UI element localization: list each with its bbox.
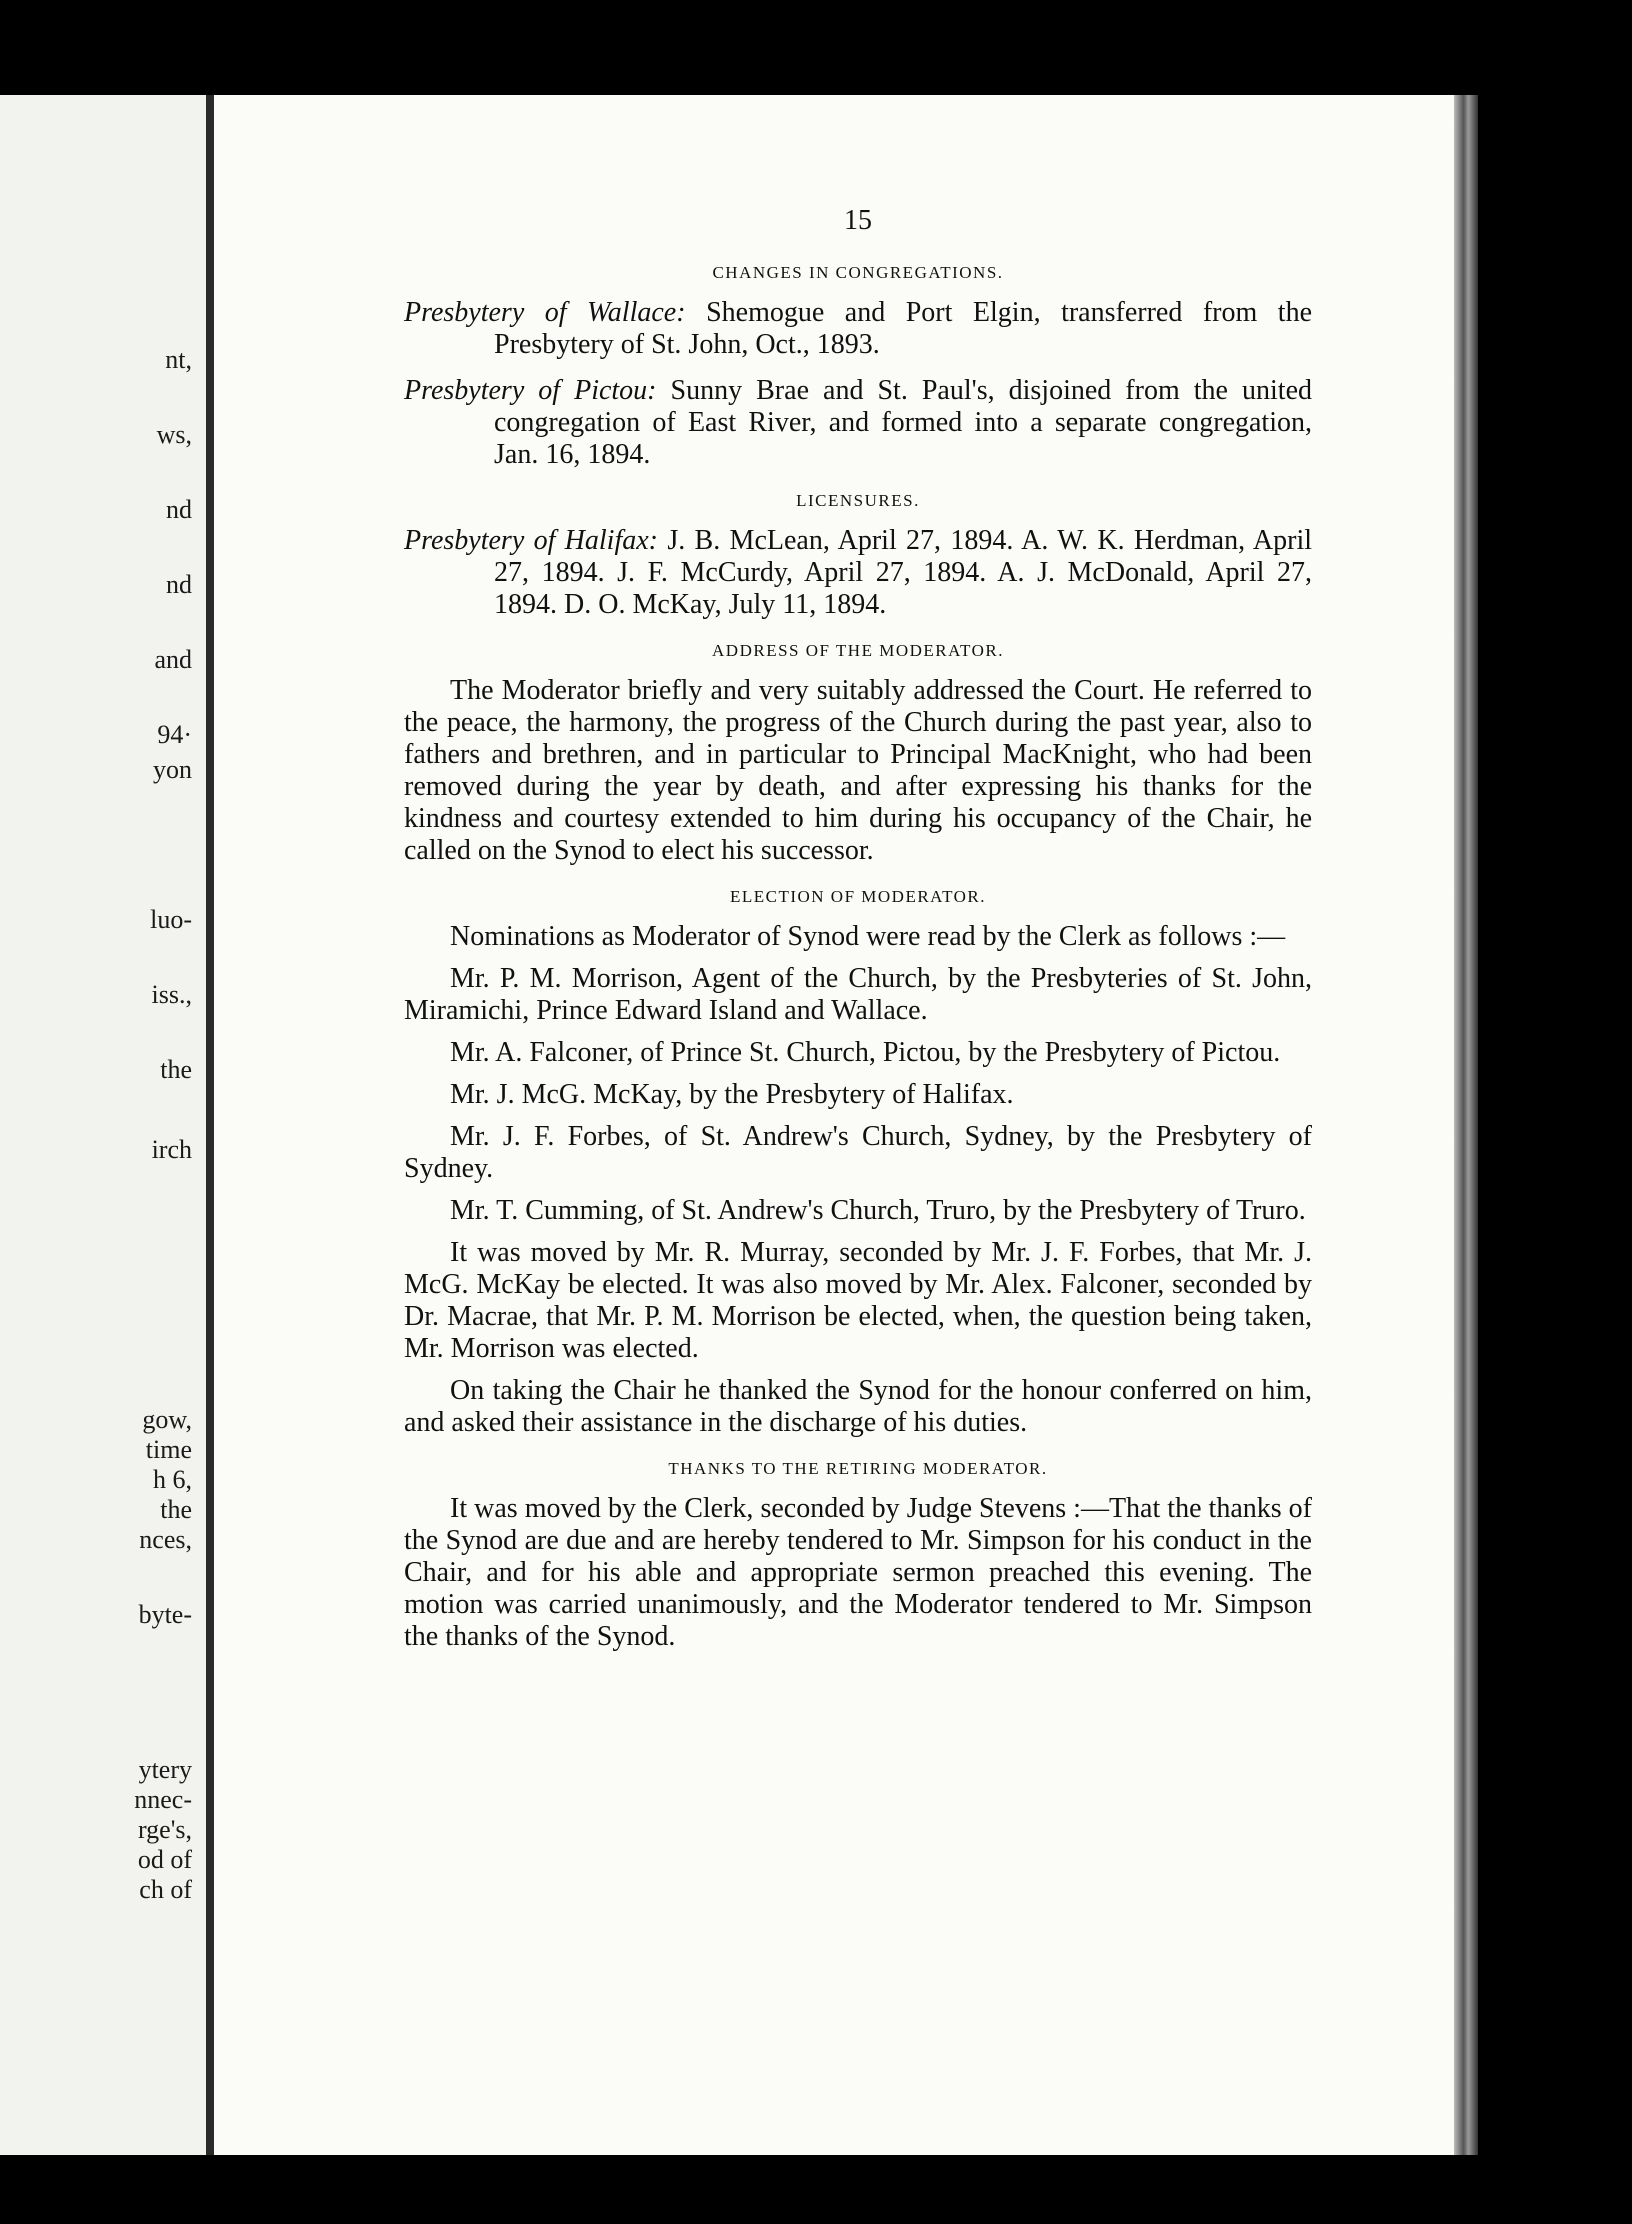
section-heading-thanks: THANKS TO THE RETIRING MODERATOR. bbox=[668, 1459, 1048, 1478]
facing-fragment: time bbox=[145, 1435, 192, 1464]
presbytery-label: Presbytery of Wallace: bbox=[404, 297, 686, 328]
facing-fragment: nd bbox=[166, 570, 192, 599]
section-heading-licensures: LICENSURES. bbox=[796, 491, 920, 510]
facing-fragment: od of bbox=[137, 1845, 192, 1874]
book-gutter bbox=[206, 95, 214, 2155]
address-paragraph: The Moderator briefly and very suitably addressed the Court. He referred to the peace, the harmony, the progress of the Church during the past year, also to fathers and brethren, and in particular to Principal MacKnight, who had been removed during the year by death, and after expressing his thanks for the kindness and courtesy extended to him during his occupancy of the Chair, he called on the Synod to elect his successor. bbox=[404, 675, 1312, 866]
facing-fragment: ytery bbox=[138, 1755, 192, 1784]
facing-fragment: the bbox=[160, 1055, 192, 1084]
facing-fragment: iss., bbox=[151, 980, 192, 1009]
facing-fragment: h 6, bbox=[153, 1465, 192, 1494]
section-heading-election: ELECTION OF MODERATOR. bbox=[729, 887, 987, 906]
nomination-mckay: Mr. J. McG. McKay, by the Presbytery of Halifax. bbox=[450, 1079, 1014, 1110]
nomination-forbes: Mr. J. F. Forbes, of St. Andrew's Church, Sydney, by the Presbytery of Sydney. bbox=[404, 1121, 1312, 1184]
document-page bbox=[214, 95, 1454, 2155]
facing-fragment: gow, bbox=[142, 1405, 192, 1434]
facing-fragment: rge's, bbox=[137, 1815, 192, 1844]
election-paragraph: Nominations as Moderator of Synod were read by the Clerk as follows :— bbox=[450, 921, 1286, 952]
election-motion: It was moved by Mr. R. Murray, seconded by Mr. J. F. Forbes, that Mr. J. McG. McKay be elected. It was also moved by Mr. Alex. Falconer, seconded by Dr. Macrae, that Mr. P. M. Morrison be elected, when, the question being taken, Mr. Morrison was elected. bbox=[404, 1237, 1312, 1364]
facing-fragment: ws, bbox=[156, 420, 192, 449]
entry-text: J. B. McLean, April 27, 1894. A. W. K. Herdman, April 27, 1894. J. F. McCurdy, April 27, 1894. A. J. McDonald, April 27, 1894. D. O. McKay, July 11, 1894. bbox=[494, 525, 1312, 620]
entry-text: Shemogue and Port Elgin, transferred from the Presbytery of St. John, Oct., 1893. bbox=[494, 297, 1312, 360]
facing-fragment: nces, bbox=[139, 1525, 192, 1554]
facing-page bbox=[0, 95, 206, 2155]
nomination-morrison: Mr. P. M. Morrison, Agent of the Church, by the Presbyteries of St. John, Miramichi, Prince Edward Island and Wallace. bbox=[404, 963, 1312, 1026]
presbytery-label: Presbytery of Halifax: bbox=[404, 525, 658, 556]
facing-fragment: ch of bbox=[139, 1875, 192, 1904]
election-acceptance: On taking the Chair he thanked the Synod for the honour conferred on him, and asked their assistance in the discharge of his duties. bbox=[404, 1375, 1312, 1438]
facing-fragment: nd bbox=[166, 495, 192, 524]
page-number: 15 bbox=[844, 205, 872, 236]
nomination-falconer: Mr. A. Falconer, of Prince St. Church, Pictou, by the Presbytery of Pictou. bbox=[450, 1037, 1281, 1068]
facing-fragment: byte- bbox=[138, 1600, 192, 1629]
section-heading-changes: CHANGES IN CONGREGATIONS. bbox=[712, 263, 1004, 282]
thanks-paragraph: It was moved by the Clerk, seconded by Judge Stevens :—That the thanks of the Synod are due and are hereby tendered to Mr. Simpson for his conduct in the Chair, and for his able and appropriate sermon preached this evening. The motion was carried unanimously, and the Moderator tendered to Mr. Simpson the thanks of the Synod. bbox=[404, 1493, 1312, 1652]
entry-halifax bbox=[404, 525, 1312, 621]
facing-fragment: luo- bbox=[150, 905, 192, 934]
facing-fragment: yon bbox=[153, 755, 192, 784]
facing-fragment: the bbox=[160, 1495, 192, 1524]
section-heading-address: ADDRESS OF THE MODERATOR. bbox=[712, 641, 1004, 660]
entry-wallace bbox=[404, 297, 1312, 361]
page-stack-edge bbox=[1454, 95, 1478, 2155]
facing-fragment: nnec- bbox=[134, 1785, 192, 1814]
facing-fragment: 94· bbox=[157, 720, 192, 749]
presbytery-label: Presbytery of Pictou: bbox=[404, 375, 657, 406]
entry-text: Sunny Brae and St. Paul's, disjoined from the united congregation of East River, and formed into a separate congregation, Jan. 16, 1894. bbox=[494, 375, 1312, 470]
facing-fragment: and bbox=[154, 645, 192, 674]
facing-fragment: nt, bbox=[165, 345, 192, 374]
page-content bbox=[404, 205, 1312, 1667]
entry-pictou bbox=[404, 375, 1312, 471]
facing-fragment: irch bbox=[151, 1135, 192, 1164]
nomination-cumming: Mr. T. Cumming, of St. Andrew's Church, Truro, by the Presbytery of Truro. bbox=[450, 1195, 1306, 1226]
